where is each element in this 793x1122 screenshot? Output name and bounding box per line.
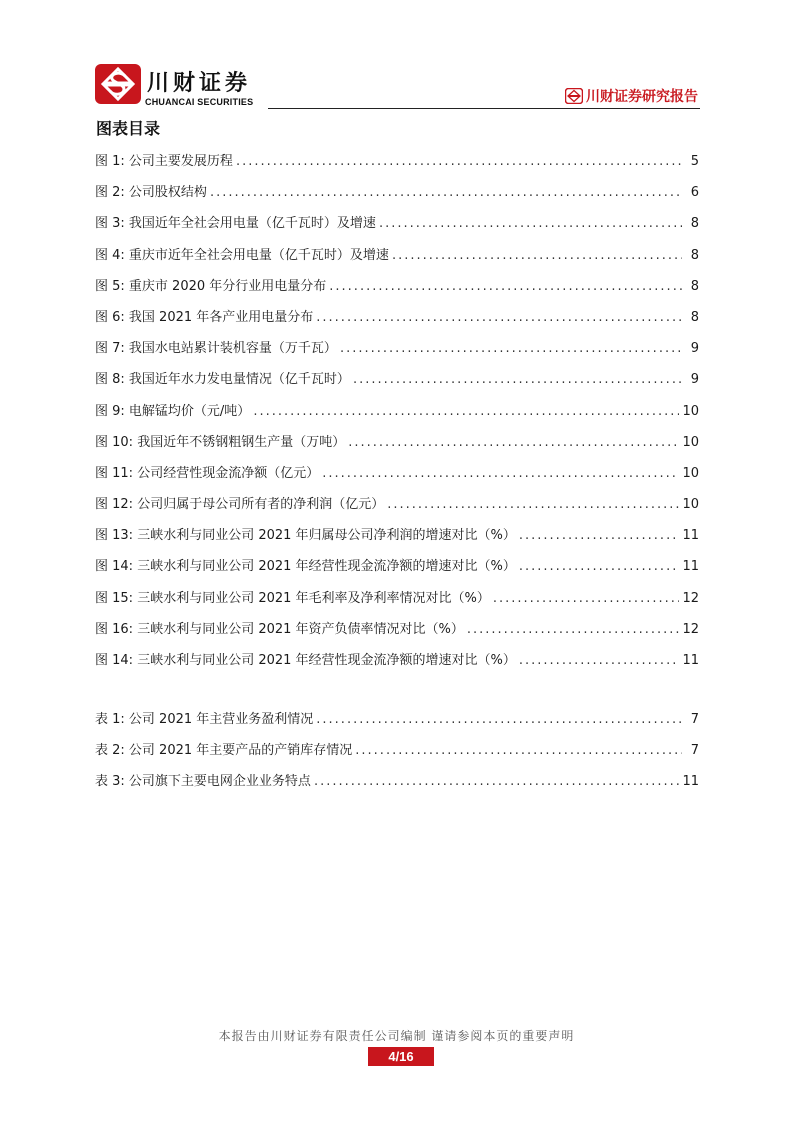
entry-page: 9	[690, 372, 699, 388]
entry-label: 图 16:	[95, 621, 138, 637]
entry-label: 图 7:	[95, 341, 129, 357]
figure-toc-entry[interactable]	[95, 645, 699, 676]
entry-title: 我国近年全社会用电量（亿千瓦时）及增速	[128, 216, 376, 232]
page-header	[0, 0, 793, 115]
entry-title: 三峡水利与同业公司 2021 年经营性现金流净额的增速对比（%）	[137, 653, 516, 668]
figure-toc-entry[interactable]	[95, 208, 699, 239]
figure-toc-entry[interactable]	[95, 551, 699, 582]
entry-page: 10	[682, 403, 699, 419]
entry-label: 图 12:	[95, 497, 138, 513]
figure-toc-entry[interactable]	[95, 271, 699, 302]
entry-page: 11	[682, 528, 699, 544]
entry-title: 我国近年水力发电量情况（亿千瓦时）	[128, 372, 350, 388]
dot-leader	[348, 427, 679, 458]
dot-leader	[519, 551, 680, 582]
entry-page: 6	[690, 185, 699, 201]
entry-title: 三峡水利与同业公司 2021 年经营性现金流净额的增速对比（%）	[137, 559, 516, 575]
entry-label: 图 14:	[95, 559, 138, 575]
entry-page: 11	[682, 653, 699, 668]
entry-label: 图 4:	[95, 247, 129, 263]
page-number-badge: 4/16	[368, 1047, 434, 1066]
table-list	[95, 704, 699, 797]
chuancai-logo-icon	[95, 64, 141, 104]
footer-disclaimer: 本报告由川财证券有限责任公司编制 谨请参阅本页的重要声明	[218, 1029, 575, 1043]
entry-page: 10	[682, 465, 699, 481]
dot-leader	[314, 766, 680, 797]
entry-page: 8	[690, 247, 699, 263]
entry-label: 图 6:	[95, 309, 129, 325]
entry-page: 5	[690, 154, 699, 169]
figure-toc-entry[interactable]	[95, 240, 699, 271]
figure-toc-entry[interactable]	[95, 333, 699, 364]
report-type-label: 川财证券研究报告	[586, 89, 698, 105]
entry-page: 10	[682, 497, 699, 513]
dot-leader	[392, 240, 682, 271]
entry-page: 9	[690, 341, 699, 357]
dot-leader	[322, 458, 679, 489]
entry-page: 10	[682, 434, 699, 450]
entry-label: 图 9:	[95, 403, 129, 419]
figure-toc-entry[interactable]	[95, 427, 699, 458]
entry-label: 图 1:	[95, 154, 129, 169]
dot-leader	[355, 735, 682, 766]
figure-toc-entry[interactable]	[95, 583, 699, 614]
figure-toc-entry[interactable]	[95, 177, 699, 208]
figure-toc-entry[interactable]	[95, 489, 699, 520]
entry-title: 我国水电站累计装机容量（万千瓦）	[128, 341, 337, 357]
dot-leader	[236, 146, 682, 177]
entry-label: 表 3:	[95, 774, 129, 789]
entry-label: 图 13:	[95, 528, 138, 544]
entry-title: 公司 2021 年主营业务盈利情况	[128, 712, 314, 727]
dot-leader	[210, 177, 682, 208]
dot-leader	[519, 645, 680, 676]
report-type-tag	[565, 86, 698, 106]
dot-leader	[353, 364, 682, 395]
entry-page: 8	[690, 216, 699, 232]
entry-label: 图 3:	[95, 216, 129, 232]
entry-title: 公司旗下主要电网企业业务特点	[128, 774, 311, 789]
figure-toc-entry[interactable]	[95, 146, 699, 177]
entry-page: 11	[682, 559, 699, 575]
entry-page: 7	[690, 743, 699, 758]
figure-toc-entry[interactable]	[95, 396, 699, 427]
entry-page: 12	[682, 621, 699, 637]
figure-toc-entry[interactable]	[95, 520, 699, 551]
figure-list	[95, 146, 699, 676]
entry-label: 图 5:	[95, 278, 129, 294]
dot-leader	[340, 333, 682, 364]
chuancai-mini-logo-icon	[565, 88, 583, 104]
header-divider	[268, 108, 700, 109]
entry-title: 重庆市近年全社会用电量（亿千瓦时）及增速	[128, 247, 389, 263]
entry-title: 公司经营性现金流净额（亿元）	[137, 465, 320, 481]
entry-title: 我国 2021 年各产业用电量分布	[128, 309, 314, 325]
dot-leader	[316, 704, 682, 735]
entry-label: 图 10:	[95, 434, 138, 450]
entry-title: 三峡水利与同业公司 2021 年资产负债率情况对比（%）	[137, 621, 464, 637]
dot-leader	[379, 208, 682, 239]
entry-title: 三峡水利与同业公司 2021 年归属母公司净利润的增速对比（%）	[137, 528, 516, 544]
entry-label: 图 8:	[95, 372, 129, 388]
entry-label: 图 14:	[95, 653, 138, 668]
entry-label: 表 2:	[95, 743, 129, 758]
company-name-en: CHUANCAI SECURITIES	[145, 97, 254, 107]
figure-toc-entry[interactable]	[95, 614, 699, 645]
entry-label: 图 11:	[95, 465, 138, 481]
entry-page: 8	[690, 309, 699, 325]
dot-leader	[329, 271, 682, 302]
table-toc-entry[interactable]	[95, 704, 699, 735]
entry-page: 8	[690, 278, 699, 294]
entry-title: 重庆市 2020 年分行业用电量分布	[128, 278, 327, 294]
figure-toc-entry[interactable]	[95, 302, 699, 333]
dot-leader	[519, 520, 680, 551]
entry-label: 图 15:	[95, 590, 138, 606]
entry-title: 三峡水利与同业公司 2021 年毛利率及净利率情况对比（%）	[137, 590, 490, 606]
dot-leader	[387, 489, 679, 520]
entry-title: 电解锰均价（元/吨）	[128, 403, 251, 419]
dot-leader	[253, 396, 679, 427]
entry-title: 我国近年不锈钢粗钢生产量（万吨）	[137, 434, 346, 450]
entry-label: 图 2:	[95, 185, 129, 201]
entry-label: 表 1:	[95, 712, 129, 727]
table-toc-entry[interactable]	[95, 735, 699, 766]
figure-toc-entry[interactable]	[95, 458, 699, 489]
entry-title: 公司股权结构	[128, 185, 207, 201]
entry-title: 公司 2021 年主要产品的产销库存情况	[128, 743, 353, 758]
page-title: 图表目录	[96, 119, 161, 138]
dot-leader	[467, 614, 680, 645]
table-toc-entry[interactable]	[95, 766, 699, 797]
entry-title: 公司归属于母公司所有者的净利润（亿元）	[137, 497, 385, 513]
figure-toc-entry[interactable]	[95, 364, 699, 395]
entry-page: 7	[690, 712, 699, 727]
company-name-cn: 川财证券	[147, 71, 252, 96]
dot-leader	[493, 583, 680, 614]
entry-page: 11	[682, 774, 699, 789]
dot-leader	[316, 302, 682, 333]
entry-title: 公司主要发展历程	[128, 154, 233, 169]
entry-page: 12	[682, 590, 699, 606]
